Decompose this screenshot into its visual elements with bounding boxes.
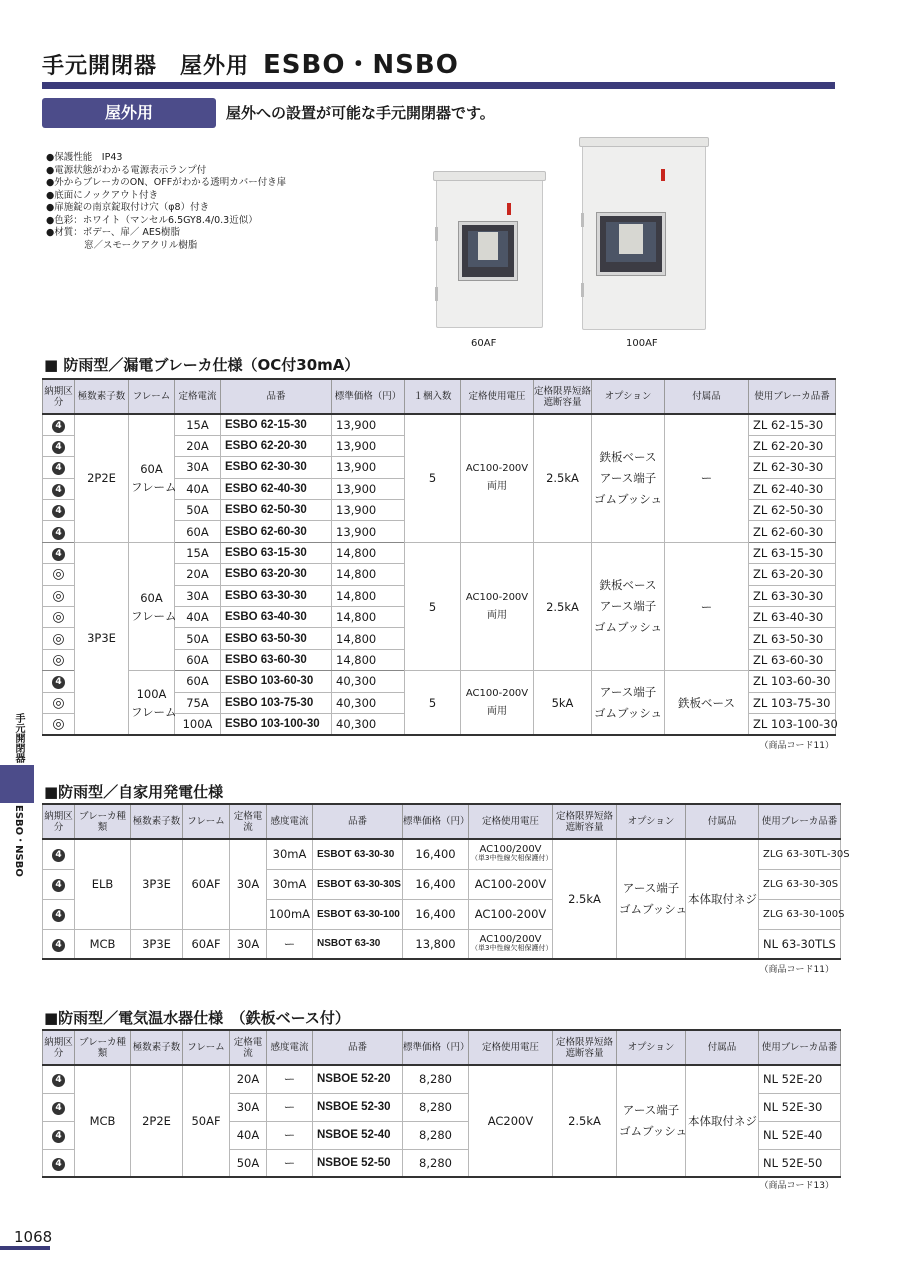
frame-cell: 100A フレーム [129, 671, 175, 735]
header-cell: 品番 [313, 804, 403, 839]
header-cell: 標準価格（円） [332, 379, 405, 414]
table-row [43, 1065, 841, 1093]
page-title [42, 44, 459, 81]
page-number: 1068 [14, 1228, 53, 1246]
delivery-cell [43, 521, 75, 542]
rated-current-cell: 30A [230, 929, 267, 959]
delivery-cell [43, 713, 75, 734]
delivery-cell [43, 899, 75, 929]
delivery-cell [43, 671, 75, 692]
breaker-part-cell: ZL 63-40-30 [749, 607, 836, 628]
rated-voltage-cell: AC100-200V 両用 [461, 542, 534, 670]
breaker-part-cell: ZL 62-30-30 [749, 457, 836, 478]
breaker-part-cell: NL 52E-40 [759, 1121, 841, 1149]
delivery-cell [43, 1149, 75, 1177]
price-cell: 8,280 [403, 1093, 469, 1121]
rated-current-cell: 50A [175, 500, 221, 521]
rated-voltage-cell: AC100-200V 両用 [461, 414, 534, 542]
price-cell: 13,900 [332, 500, 405, 521]
breaking-capacity-cell: 2.5kA [553, 1065, 617, 1177]
rated-voltage-cell [469, 839, 553, 869]
rated-current-cell: 60A [175, 671, 221, 692]
delivery-class-badge: 4 [52, 909, 65, 922]
price-cell: 13,900 [332, 521, 405, 542]
delivery-double-circle-icon: ◎ [52, 587, 65, 604]
accessory-cell: 鉄板ベース [665, 671, 749, 735]
delivery-cell [43, 478, 75, 499]
part-number-cell: NSBOE 52-20 [313, 1065, 403, 1093]
part-number-cell: ESBOT 63-30-30 [313, 839, 403, 869]
delivery-cell [43, 628, 75, 649]
options-cell: アース端子 ゴムブッシュ [617, 839, 686, 959]
header-cell: オプション [617, 1030, 686, 1065]
feature-item: ●電源状態がわかる電源表示ランプ付 [46, 164, 207, 176]
delivery-double-circle-icon: ◎ [52, 566, 65, 583]
part-number-cell: NSBOE 52-30 [313, 1093, 403, 1121]
table2-title: ■防雨型／自家用発電仕様 [44, 783, 224, 801]
header-cell: 使用ブレーカ品番 [759, 1030, 841, 1065]
voltage-value: AC100/200V [479, 933, 542, 945]
table-row [43, 414, 836, 435]
breaker-part-cell: ZL 62-20-30 [749, 435, 836, 456]
voltage-note: （単3中性線欠相保護付） [471, 854, 553, 863]
part-number-cell: ESBO 63-30-30 [221, 585, 332, 606]
accessory-cell: 本体取付ネジ [686, 839, 759, 959]
delivery-cell [43, 929, 75, 959]
sensitivity-cell: 30mA [267, 839, 313, 869]
breaker-part-cell: ZL 63-20-30 [749, 564, 836, 585]
power-lamp [661, 169, 665, 181]
breaker-part-cell: ZL 103-75-30 [749, 692, 836, 713]
delivery-class-badge: 4 [52, 462, 65, 475]
price-cell: 40,300 [332, 713, 405, 734]
delivery-cell [43, 607, 75, 628]
delivery-class-badge: 4 [52, 676, 65, 689]
price-cell: 40,300 [332, 692, 405, 713]
rated-voltage-cell [469, 929, 553, 959]
rated-current-cell: 30A [230, 839, 267, 929]
part-number-cell: ESBOT 63-30-30S [313, 869, 403, 899]
delivery-cell [43, 1065, 75, 1093]
header-cell: 標準価格（円） [403, 804, 469, 839]
pack-qty-cell: 5 [405, 542, 461, 670]
rated-current-cell: 40A [175, 607, 221, 628]
rated-current-cell: 15A [175, 414, 221, 435]
poles-cell: 2P2E [75, 414, 129, 542]
rated-voltage-cell: AC100-200V 両用 [461, 671, 534, 735]
options-cell: アース端子 ゴムブッシュ [617, 1065, 686, 1177]
rated-voltage-cell: AC100-200V [469, 899, 553, 929]
options-cell: 鉄板ベース アース端子 ゴムブッシュ [592, 542, 665, 670]
title-main: ESBO・NSBO [263, 50, 459, 80]
delivery-cell [43, 649, 75, 670]
delivery-class-badge: 4 [52, 939, 65, 952]
header-cell: 極数素子数 [131, 1030, 183, 1065]
sensitivity-cell: 30mA [267, 869, 313, 899]
table-row [43, 839, 841, 869]
rated-voltage-cell: AC200V [469, 1065, 553, 1177]
image-caption-100af: 100AF [626, 338, 658, 349]
header-cell: 納期区分 [43, 1030, 75, 1065]
header-cell: 感度電流 [267, 1030, 313, 1065]
price-cell: 40,300 [332, 671, 405, 692]
breaking-capacity-cell: 2.5kA [553, 839, 617, 959]
feature-item: ●外からブレーカのON、OFFがわかる透明カバー付き扉 [46, 177, 287, 188]
breaker-part-cell: ZLG 63-30-30S [759, 869, 841, 899]
rated-current-cell: 20A [175, 435, 221, 456]
delivery-class-badge: 4 [52, 484, 65, 497]
breaker-part-cell: ZLG 63-30TL-30S [759, 839, 841, 869]
frame-cell: 50AF [183, 1065, 230, 1177]
category-tag: 屋外用 [42, 98, 216, 128]
breaker-part-cell: ZL 63-50-30 [749, 628, 836, 649]
part-number-cell: ESBO 62-30-30 [221, 457, 332, 478]
header-cell: ブレーカ種類 [75, 804, 131, 839]
sensitivity-cell: ー [267, 1065, 313, 1093]
tagline: 屋外への設置が可能な手元開閉器です。 [226, 104, 495, 122]
breaker-part-cell: ZL 62-60-30 [749, 521, 836, 542]
breaker-part-cell: ZL 63-60-30 [749, 649, 836, 670]
rated-current-cell: 15A [175, 542, 221, 563]
header-cell: 品番 [221, 379, 332, 414]
feature-list [46, 152, 286, 252]
rated-current-cell: 30A [230, 1093, 267, 1121]
options-cell: 鉄板ベース アース端子 ゴムブッシュ [592, 414, 665, 542]
enclosure-lid [433, 171, 546, 181]
title-underline [42, 82, 835, 89]
breaking-capacity-cell: 5kA [534, 671, 592, 735]
rated-voltage-cell: AC100-200V [469, 869, 553, 899]
power-lamp [507, 203, 511, 215]
delivery-cell [43, 839, 75, 869]
feature-item: ●底面にノックアウト付き [46, 189, 159, 201]
table2 [42, 803, 850, 960]
accessory-cell: ー [665, 414, 749, 542]
delivery-cell [43, 1121, 75, 1149]
enclosure-lid [579, 137, 709, 147]
delivery-class-badge: 4 [52, 1130, 65, 1143]
voltage-note: （単3中性線欠相保護付） [471, 943, 553, 952]
price-cell: 16,400 [403, 869, 469, 899]
breaker-part-cell: ZLG 63-30-100S [759, 899, 841, 929]
breaker-part-cell: ZL 63-15-30 [749, 542, 836, 563]
part-number-cell: ESBO 62-40-30 [221, 478, 332, 499]
product-code-note: （商品コード11） [759, 741, 834, 751]
delivery-cell [43, 564, 75, 585]
part-number-cell: ESBO 63-20-30 [221, 564, 332, 585]
poles-cell: 3P3E [131, 929, 183, 959]
frame-cell: 60AF [183, 839, 230, 929]
hinge [581, 283, 584, 297]
breaking-capacity-cell: 2.5kA [534, 542, 592, 670]
table3-title: ■防雨型／電気温水器仕様 （鉄板ベース付） [44, 1009, 350, 1027]
hinge [435, 287, 438, 301]
header-cell: 定格限界短絡遮断容量 [534, 379, 592, 414]
header-cell: オプション [592, 379, 665, 414]
header-cell: オプション [617, 804, 686, 839]
header-cell: 品番 [313, 1030, 403, 1065]
side-index-block [0, 765, 34, 803]
header-cell: 定格限界短絡遮断容量 [553, 1030, 617, 1065]
delivery-cell [43, 585, 75, 606]
part-number-cell: ESBO 63-40-30 [221, 607, 332, 628]
pack-qty-cell: 5 [405, 414, 461, 542]
table-header-row [43, 379, 836, 414]
sensitivity-cell: ー [267, 1121, 313, 1149]
delivery-class-badge: 4 [52, 1102, 65, 1115]
rated-current-cell: 100A [175, 713, 221, 734]
poles-cell: 3P3E [131, 839, 183, 929]
header-cell: 定格電流 [230, 804, 267, 839]
part-number-cell: ESBOT 63-30-100 [313, 899, 403, 929]
image-caption-60af: 60AF [471, 338, 497, 349]
product-code-note: （商品コード11） [759, 965, 834, 975]
product-code-note: （商品コード13） [759, 1181, 834, 1191]
rated-current-cell: 50A [230, 1149, 267, 1177]
table-header-row [43, 804, 841, 839]
breaking-capacity-cell: 2.5kA [534, 414, 592, 542]
delivery-cell [43, 542, 75, 563]
table3 [42, 1029, 841, 1178]
breaker-part-cell: ZL 62-50-30 [749, 500, 836, 521]
rated-current-cell: 75A [175, 692, 221, 713]
breaker [619, 224, 644, 254]
voltage-value: AC100/200V [479, 844, 542, 856]
header-cell: フレーム [183, 1030, 230, 1065]
product-image-100af [582, 142, 706, 330]
breaker-window [597, 213, 665, 275]
table-row [43, 542, 836, 563]
part-number-cell: ESBO 103-100-30 [221, 713, 332, 734]
header-cell: 定格使用電圧 [461, 379, 534, 414]
frame-cell: 60A フレーム [129, 542, 175, 670]
sensitivity-cell: ー [267, 929, 313, 959]
feature-item: ●保護性能 IP43 [46, 152, 123, 163]
page-number-bar [0, 1246, 50, 1250]
part-number-cell: ESBO 62-15-30 [221, 414, 332, 435]
table-header-row [43, 1030, 841, 1065]
side-index-tab [0, 705, 34, 880]
price-cell: 8,280 [403, 1149, 469, 1177]
frame-cell: 60A フレーム [129, 414, 175, 542]
delivery-double-circle-icon: ◎ [52, 715, 65, 732]
part-number-cell: ESBO 62-60-30 [221, 521, 332, 542]
pack-qty-cell: 5 [405, 671, 461, 735]
breaker-part-cell: NL 52E-50 [759, 1149, 841, 1177]
price-cell: 8,280 [403, 1121, 469, 1149]
delivery-cell [43, 1093, 75, 1121]
delivery-cell [43, 692, 75, 713]
delivery-class-badge: 4 [52, 849, 65, 862]
price-cell: 14,800 [332, 564, 405, 585]
header-cell: 使用ブレーカ品番 [759, 804, 841, 839]
accessory-cell: 本体取付ネジ [686, 1065, 759, 1177]
rated-current-cell: 30A [175, 585, 221, 606]
breaker-type-cell: ELB [75, 839, 131, 929]
rated-current-cell: 20A [175, 564, 221, 585]
part-number-cell: NSBOT 63-30 [313, 929, 403, 959]
delivery-cell [43, 414, 75, 435]
price-cell: 14,800 [332, 585, 405, 606]
breaker-type-cell: MCB [75, 1065, 131, 1177]
part-number-cell: ESBO 103-75-30 [221, 692, 332, 713]
delivery-double-circle-icon: ◎ [52, 609, 65, 626]
delivery-double-circle-icon: ◎ [52, 694, 65, 711]
price-cell: 16,400 [403, 839, 469, 869]
options-cell: アース端子 ゴムブッシュ [592, 671, 665, 735]
rated-current-cell: 60A [175, 649, 221, 670]
header-cell: 定格限界短絡遮断容量 [553, 804, 617, 839]
sensitivity-cell: ー [267, 1093, 313, 1121]
header-cell: 付属品 [686, 1030, 759, 1065]
frame-cell: 60AF [183, 929, 230, 959]
hinge [581, 213, 584, 227]
part-number-cell: NSBOE 52-40 [313, 1121, 403, 1149]
delivery-cell [43, 500, 75, 521]
header-cell: 付属品 [686, 804, 759, 839]
hinge [435, 227, 438, 241]
part-number-cell: NSBOE 52-50 [313, 1149, 403, 1177]
table1-title: ■ 防雨型／漏電ブレーカ仕様（OC付30mA） [44, 356, 360, 374]
part-number-cell: ESBO 63-15-30 [221, 542, 332, 563]
delivery-class-badge: 4 [52, 420, 65, 433]
header-cell: 感度電流 [267, 804, 313, 839]
price-cell: 13,800 [403, 929, 469, 959]
delivery-class-badge: 4 [52, 441, 65, 454]
table3-body [43, 1065, 841, 1177]
part-number-cell: ESBO 63-50-30 [221, 628, 332, 649]
poles-cell: 2P2E [131, 1065, 183, 1177]
price-cell: 13,900 [332, 414, 405, 435]
breaker-part-cell: ZL 62-40-30 [749, 478, 836, 499]
part-number-cell: ESBO 63-60-30 [221, 649, 332, 670]
delivery-double-circle-icon: ◎ [52, 630, 65, 647]
header-cell: 付属品 [665, 379, 749, 414]
price-cell: 13,900 [332, 435, 405, 456]
breaker-part-cell: ZL 63-30-30 [749, 585, 836, 606]
delivery-cell [43, 869, 75, 899]
accessory-cell: ー [665, 542, 749, 670]
feature-item: ●色彩：ホワイト（マンセル6.5GY8.4/0.3近似） [46, 214, 258, 226]
header-cell: 標準価格（円） [403, 1030, 469, 1065]
product-image-60af [436, 176, 543, 328]
part-number-cell: ESBO 62-50-30 [221, 500, 332, 521]
breaker-part-cell: ZL 62-15-30 [749, 414, 836, 435]
rated-current-cell: 40A [230, 1121, 267, 1149]
price-cell: 8,280 [403, 1065, 469, 1093]
rated-current-cell: 50A [175, 628, 221, 649]
price-cell: 13,900 [332, 478, 405, 499]
delivery-class-badge: 4 [52, 879, 65, 892]
delivery-class-badge: 4 [52, 1158, 65, 1171]
side-label-category: 手元開閉器 [13, 713, 24, 763]
breaker-part-cell: NL 52E-30 [759, 1093, 841, 1121]
header-cell: フレーム [129, 379, 175, 414]
rated-current-cell: 60A [175, 521, 221, 542]
delivery-class-badge: 4 [52, 505, 65, 518]
price-cell: 14,800 [332, 607, 405, 628]
delivery-cell [43, 457, 75, 478]
price-cell: 14,800 [332, 542, 405, 563]
feature-item: ●材質：ボデー、扉／ AES樹脂 [46, 227, 180, 238]
header-cell: フレーム [183, 804, 230, 839]
feature-item: ●扉施錠の南京錠取付け穴（φ8）付き [46, 202, 210, 213]
part-number-cell: ESBO 62-20-30 [221, 435, 332, 456]
breaker-part-cell: ZL 103-60-30 [749, 671, 836, 692]
poles-cell: 3P3E [75, 542, 129, 735]
rated-current-cell: 40A [175, 478, 221, 499]
delivery-class-badge: 4 [52, 548, 65, 561]
header-cell: 定格使用電圧 [469, 1030, 553, 1065]
header-cell: 使用ブレーカ品番 [749, 379, 836, 414]
delivery-class-badge: 4 [52, 1074, 65, 1087]
side-label-series: ESBO・NSBO [13, 805, 24, 877]
header-cell: 納期区分 [43, 804, 75, 839]
price-cell: 16,400 [403, 899, 469, 929]
title-prefix: 手元開閉器 屋外用 [42, 54, 250, 79]
sensitivity-cell: ー [267, 1149, 313, 1177]
header-cell: １梱入数 [405, 379, 461, 414]
sensitivity-cell: 100mA [267, 899, 313, 929]
breaker-part-cell: NL 52E-20 [759, 1065, 841, 1093]
breaker [478, 232, 499, 260]
feature-item: 窓／スモークアクリル樹脂 [46, 239, 198, 251]
price-cell: 13,900 [332, 457, 405, 478]
breaker-window [459, 222, 517, 280]
table1-body [43, 414, 836, 735]
delivery-double-circle-icon: ◎ [52, 651, 65, 668]
header-cell: 極数素子数 [75, 379, 129, 414]
header-cell: 極数素子数 [131, 804, 183, 839]
header-cell: 納期区分 [43, 379, 75, 414]
table2-body [43, 839, 850, 959]
breaker-part-cell: NL 63-30TLS [759, 929, 841, 959]
delivery-cell [43, 435, 75, 456]
header-cell: 定格使用電圧 [469, 804, 553, 839]
delivery-class-badge: 4 [52, 527, 65, 540]
rated-current-cell: 20A [230, 1065, 267, 1093]
breaker-type-cell: MCB [75, 929, 131, 959]
price-cell: 14,800 [332, 649, 405, 670]
table-row [43, 671, 836, 692]
table1 [42, 378, 836, 736]
part-number-cell: ESBO 103-60-30 [221, 671, 332, 692]
header-cell: ブレーカ種類 [75, 1030, 131, 1065]
rated-current-cell: 30A [175, 457, 221, 478]
price-cell: 14,800 [332, 628, 405, 649]
breaker-part-cell: ZL 103-100-30 [749, 713, 836, 734]
header-cell: 定格電流 [230, 1030, 267, 1065]
header-cell: 定格電流 [175, 379, 221, 414]
